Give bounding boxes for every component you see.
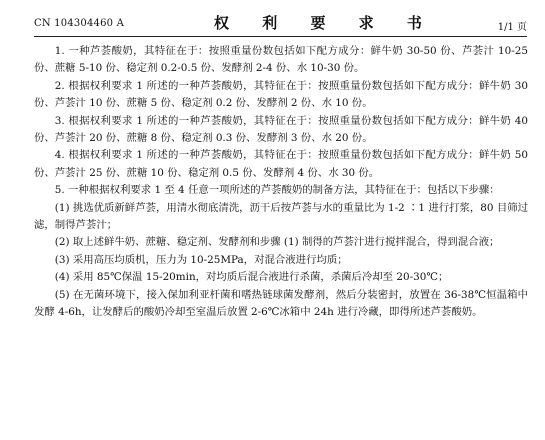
claim-2: 2. 根据权利要求 1 所述的一种芦荟酸奶，其特征在于：按照重量份数包括如下配方成分：鲜牛奶 30 份、芦荟汁 10 份、蔗糖 5 份、稳定剂 0.2 份、发酵剂 2 份、水 10 份。 [34, 79, 528, 110]
claim-5-step-4: (4) 采用 85℃保温 15-20min，对均质后混合液进行杀菌，杀菌后冷却至 20-30℃； [54, 271, 449, 284]
claim-5-step-1: (1) 挑选优质新鲜芦荟，用清水彻底清洗，沥干后按芦荟与水的重量比为 1-2 ∶1 进行打浆，80 目筛过滤，制得芦荟汁； [34, 201, 528, 232]
claim-5: 5. 一种根据权利要求 1 至 4 任意一项所述的芦荟酸奶的制备方法，其特征在于：包括以下步骤： [54, 184, 500, 197]
document-title: 权 利 要 求 书 [214, 14, 436, 32]
publication-number: CN 104304460 A [34, 18, 125, 29]
claim-3: 3. 根据权利要求 1 所述的一种芦荟酸奶，其特征在于：按照重量份数包括如下配方成分：鲜牛奶 40 份、芦荟汁 20 份、蔗糖 8 份、稳定剂 0.3 份、发酵剂 3 份、水 20 份。 [34, 114, 528, 145]
claims-body [34, 43, 528, 322]
page-number: 1/1 页 [497, 22, 527, 33]
page-header [34, 12, 527, 34]
header-divider [34, 36, 527, 37]
claim-4: 4. 根据权利要求 1 所述的一种芦荟酸奶，其特征在于：按照重量份数包括如下配方成分：鲜牛奶 50 份、芦荟汁 25 份、蔗糖 10 份、稳定剂 0.5 份、发酵剂 4 份、水 30 份。 [34, 149, 528, 179]
claim-5-step-3: (3) 采用高压均质机，压力为 10-25MPa，对混合液进行均质； [54, 253, 348, 266]
claim-5-step-5: (5) 在无菌环境下，接入保加利亚杆菌和嗜热链球菌发酵剂，然后分装密封，放置在 36-38℃恒温箱中发酵 4-6h，让发酵后的酸奶冷却至室温后放置 2-6℃冰箱中 24h 进行冷藏，即得所述芦荟酸奶。 [34, 288, 528, 319]
claim-1: 1. 一种芦荟酸奶，其特征在于：按照重量份数包括如下配方成分：鲜牛奶 30-50 份、芦荟汁 10-25 份、蔗糖 5-10 份、稳定剂 0.2-0.5 份、发酵剂 2-4 份、水 10-30 份。 [34, 45, 528, 75]
claim-5-step-2: (2) 取上述鲜牛奶、蔗糖、稳定剂、发酵剂和步骤 (1) 制得的芦荟汁进行搅拌混合，得到混合液； [54, 236, 500, 249]
